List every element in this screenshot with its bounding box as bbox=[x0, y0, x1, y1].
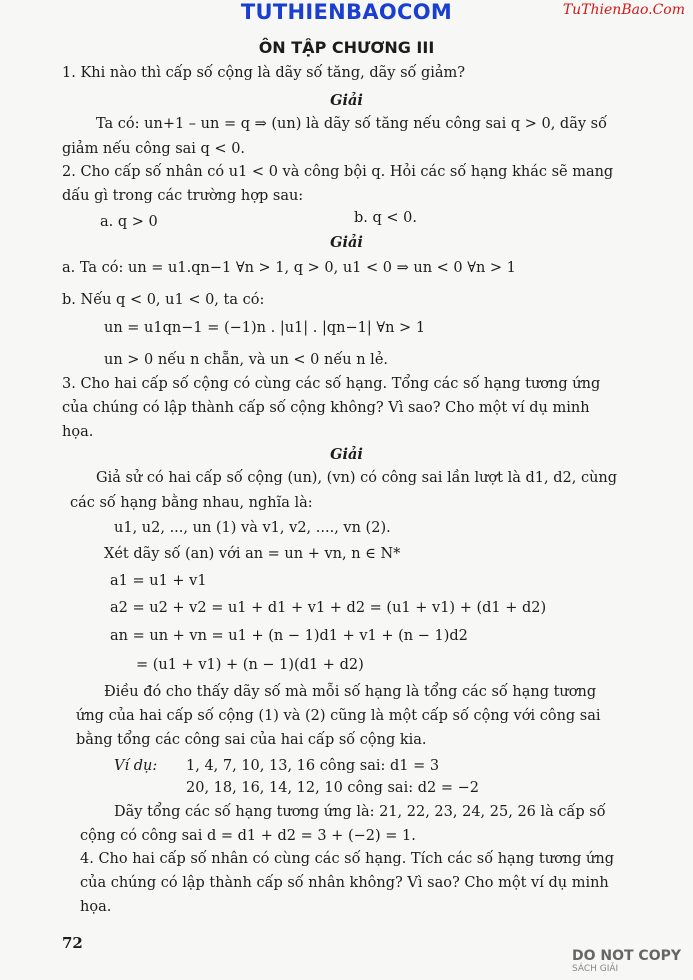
answer-1-line-1: Ta có: un+1 – un = q ⇒ (un) là dãy số tăng nếu công sai q > 0, dãy số bbox=[96, 116, 607, 132]
example-sequence-2: 20, 18, 16, 14, 12, 10 công sai: d2 = −2 bbox=[186, 780, 479, 796]
question-2-line-2: dấu gì trong các trường hợp sau: bbox=[62, 188, 304, 204]
answer-3-line-1: Giả sử có hai cấp số cộng (un), (vn) có công sai lần lượt là d1, d2, cùng bbox=[96, 470, 618, 486]
page-number: 72 bbox=[62, 934, 83, 952]
watermark-subtext: SÁCH GIẢI bbox=[571, 964, 619, 974]
answer-2-a: a. Ta có: un = u1.qn−1 ∀n > 1, q > 0, u1 < 0 ⇒ un < 0 ∀n > 1 bbox=[62, 260, 516, 276]
answer-3-line-6: ứng của hai cấp số cộng (1) và (2) cũng là một cấp số cộng với công sai bbox=[76, 708, 601, 724]
question-3-line-3: họa. bbox=[62, 424, 94, 440]
watermark bbox=[572, 948, 681, 974]
question-3-line-2: của chúng có lập thành cấp số cộng không? Vì sao? Cho một ví dụ minh bbox=[62, 400, 590, 416]
formula-a1: a1 = u1 + v1 bbox=[110, 573, 207, 589]
site-logo: TuThienBao.Com bbox=[562, 2, 685, 18]
question-4-line-3: họa. bbox=[80, 899, 112, 915]
question-2-line-1: 2. Cho cấp số nhân có u1 < 0 và công bội q. Hỏi các số hạng khác sẽ mang bbox=[62, 164, 614, 180]
solution-heading-3: Giải bbox=[330, 446, 363, 463]
formula-an: an = un + vn = u1 + (n − 1)d1 + v1 + (n − 1)d2 bbox=[110, 628, 468, 644]
answer-2-formula: un = u1qn−1 = (−1)n . |u1| . |qn−1| ∀n > 1 bbox=[104, 320, 426, 336]
question-4-line-1: 4. Cho hai cấp số nhân có cùng các số hạng. Tích các số hạng tương ứng bbox=[80, 851, 615, 867]
answer-3-define-a: Xét dãy số (an) với an = un + vn, n ∈ N* bbox=[104, 546, 401, 562]
example-label: Ví dụ: bbox=[114, 758, 158, 774]
formula-an-result: = (u1 + v1) + (n − 1)(d1 + d2) bbox=[136, 657, 364, 673]
answer-2-conclusion: un > 0 nếu n chẵn, và un < 0 nếu n lẻ. bbox=[104, 352, 389, 368]
answer-3-line-5: Điều đó cho thấy dãy số mà mỗi số hạng là tổng các số hạng tương bbox=[104, 684, 597, 700]
answer-3-line-2: các số hạng bằng nhau, nghĩa là: bbox=[70, 495, 313, 511]
answer-3-line-7: bằng tổng các công sai của hai cấp số cộng kia. bbox=[76, 732, 427, 748]
answer-3-line-8: Dãy tổng các số hạng tương ứng là: 21, 22, 23, 24, 25, 26 là cấp số bbox=[114, 804, 606, 820]
answer-3-line-9: cộng có công sai d = d1 + d2 = 3 + (−2) = 1. bbox=[80, 828, 416, 844]
solution-heading-1: Giải bbox=[330, 92, 363, 109]
example-sequence-1: 1, 4, 7, 10, 13, 16 công sai: d1 = 3 bbox=[186, 758, 440, 774]
site-title: TUTHIENBAOCOM bbox=[240, 0, 453, 24]
question-2-option-b: b. q < 0. bbox=[354, 210, 417, 226]
question-3-line-1: 3. Cho hai cấp số cộng có cùng các số hạng. Tổng các số hạng tương ứng bbox=[62, 376, 601, 392]
answer-3-sequences: u1, u2, ..., un (1) và v1, v2, ...., vn (2). bbox=[114, 520, 391, 536]
formula-a2: a2 = u2 + v2 = u1 + d1 + v1 + d2 = (u1 + v1) + (d1 + d2) bbox=[110, 600, 547, 616]
page-title: ÔN TẬP CHƯƠNG III bbox=[258, 38, 435, 57]
question-4-line-2: của chúng có lập thành cấp số nhân không? Vì sao? Cho một ví dụ minh bbox=[80, 875, 609, 891]
question-1: 1. Khi nào thì cấp số cộng là dãy số tăng, dãy số giảm? bbox=[62, 65, 466, 81]
question-2-option-a: a. q > 0 bbox=[100, 214, 158, 230]
answer-1-line-2: giảm nếu công sai q < 0. bbox=[62, 141, 246, 157]
answer-2-b: b. Nếu q < 0, u1 < 0, ta có: bbox=[62, 292, 265, 308]
watermark-text: DO NOT COPY bbox=[571, 948, 681, 964]
solution-heading-2: Giải bbox=[330, 234, 363, 251]
